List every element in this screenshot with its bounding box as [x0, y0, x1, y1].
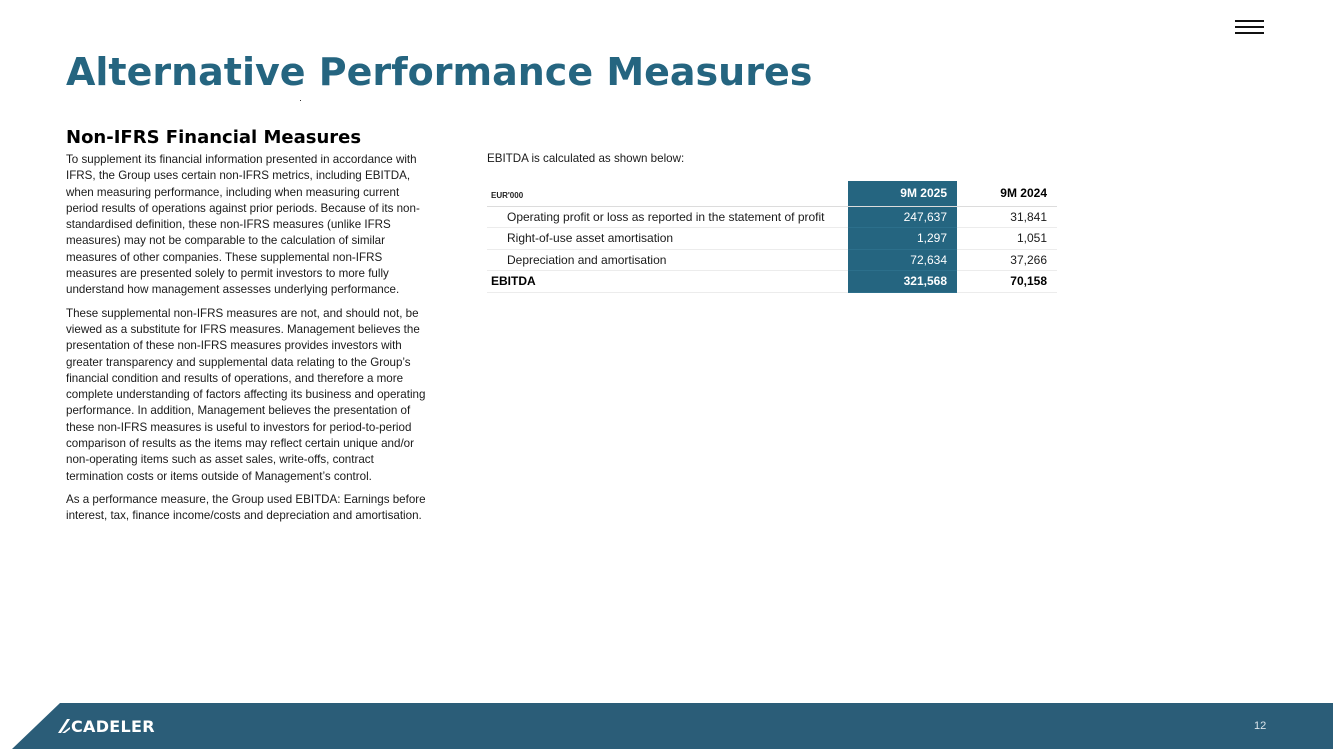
section-heading: Non-IFRS Financial Measures	[66, 127, 362, 148]
right-column	[487, 150, 1059, 293]
logo-text: CADELER	[71, 716, 155, 736]
total-label: EBITDA	[487, 271, 848, 293]
column-header-9m-2025: 9M 2025	[848, 181, 957, 206]
value-9m-2025: 72,634	[848, 249, 957, 271]
table-row	[487, 206, 1057, 228]
value-9m-2025: 247,637	[848, 206, 957, 228]
paragraph-3: As a performance measure, the Group used EBITDA: Earnings before interest, tax, finance income/costs and depreciation and amortisation.	[66, 492, 426, 523]
hamburger-menu-icon[interactable]	[1235, 18, 1265, 36]
total-9m-2025: 321,568	[848, 271, 957, 293]
table-row	[487, 228, 1057, 250]
ebitda-table	[487, 181, 1057, 293]
unit-label: EUR'000	[487, 181, 848, 206]
value-9m-2024: 37,266	[957, 249, 1057, 271]
left-column	[66, 127, 428, 532]
value-9m-2024: 1,051	[957, 228, 1057, 250]
total-row	[487, 271, 1057, 293]
paragraph-1: To supplement its financial information presented in accordance with IFRS, the Group uses certain non-IFRS metrics, including EBITDA, when measuring performance, including when measuring current period results of operations against prior periods. Because of its non-standardised definition, these non-IFRS measures (unlike IFRS measures) may not be comparable to the calculation of similar measures of other companies. These supplemental non-IFRS measures are presented solely to permit investors to more fully understand how management assesses underlying performance.	[66, 153, 420, 297]
cadeler-logo-icon	[58, 719, 70, 733]
table-intro: EBITDA is calculated as shown below:	[487, 152, 685, 165]
page-title: Alternative Performance Measures	[66, 50, 813, 94]
column-header-9m-2024: 9M 2024	[957, 181, 1057, 206]
stray-dot	[300, 100, 301, 101]
table-header-row	[487, 181, 1057, 206]
row-label: Right-of-use asset amortisation	[487, 228, 848, 250]
table-row	[487, 249, 1057, 271]
row-label: Operating profit or loss as reported in the statement of profit	[487, 206, 848, 228]
page-number: 12	[1254, 720, 1267, 732]
cadeler-logo[interactable]	[58, 716, 155, 736]
total-9m-2024: 70,158	[957, 271, 1057, 293]
footer-band	[0, 703, 1333, 749]
value-9m-2025: 1,297	[848, 228, 957, 250]
value-9m-2024: 31,841	[957, 206, 1057, 228]
row-label: Depreciation and amortisation	[487, 249, 848, 271]
paragraph-2: These supplemental non-IFRS measures are not, and should not, be viewed as a substitute for IFRS measures. Management believes the presentation of these non-IFRS measures provides investors with greater transparency and supplemental data relating to the Group’s financial condition and results of operations, and therefore a more complete understanding of factors affecting its business and operating performance. In addition, Management believes the presentation of these non-IFRS measures is useful to investors for period-to-period comparison of results as the items may reflect certain unique and/or non-operating items such as asset sales, write-offs, contract termination costs or items outside of Management’s control.	[66, 306, 426, 483]
